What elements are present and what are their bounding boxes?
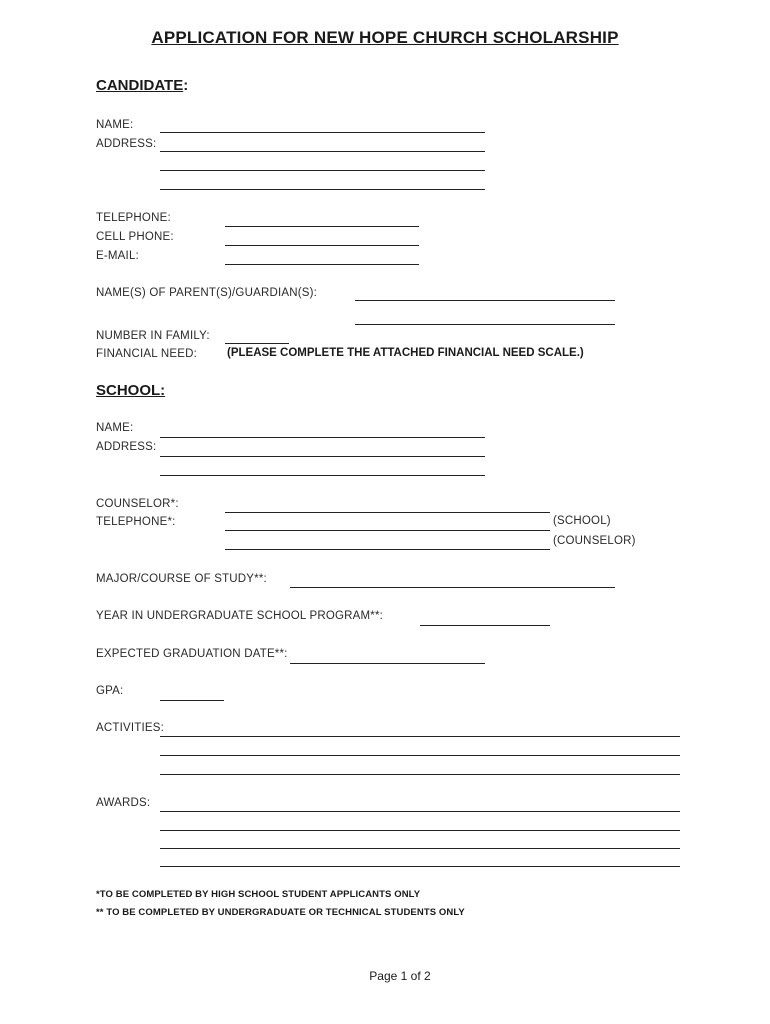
awards-field-1[interactable] [160, 811, 680, 812]
school-name-label: NAME: [96, 422, 134, 434]
counselor-field[interactable] [225, 512, 550, 513]
counselor-label: COUNSELOR*: [96, 498, 179, 510]
financial-need-note: (PLEASE COMPLETE THE ATTACHED FINANCIAL NEED SCALE.) [227, 347, 584, 359]
gpa-label: GPA: [96, 685, 124, 697]
school-phone-suffix: (SCHOOL) [553, 515, 611, 527]
gpa-field[interactable] [160, 700, 224, 701]
graduation-label: EXPECTED GRADUATION DATE**: [96, 648, 288, 660]
email-field[interactable] [225, 264, 419, 265]
school-address-field-2[interactable] [160, 475, 485, 476]
telephone-field[interactable] [225, 226, 419, 227]
page-number: Page 1 of 2 [369, 969, 431, 983]
cell-phone-label: CELL PHONE: [96, 231, 174, 243]
activities-field-2[interactable] [160, 755, 680, 756]
graduation-field[interactable] [290, 663, 485, 664]
candidate-address-field-1[interactable] [160, 151, 485, 152]
candidate-name-field[interactable] [160, 132, 485, 133]
counselor-phone-suffix: (COUNSELOR) [553, 535, 636, 547]
family-size-field[interactable] [225, 343, 289, 344]
candidate-heading-colon: : [183, 77, 189, 94]
awards-field-2[interactable] [160, 830, 680, 831]
year-field[interactable] [420, 625, 550, 626]
email-label: E-MAIL: [96, 250, 139, 262]
school-address-field-1[interactable] [160, 456, 485, 457]
financial-need-label: FINANCIAL NEED: [96, 348, 197, 360]
parents-field-1[interactable] [355, 300, 615, 301]
parents-label: NAME(S) OF PARENT(S)/GUARDIAN(S): [96, 287, 318, 299]
family-size-label: NUMBER IN FAMILY: [96, 330, 210, 342]
candidate-heading [96, 77, 188, 94]
awards-field-3[interactable] [160, 848, 680, 849]
candidate-address-label: ADDRESS: [96, 138, 157, 150]
school-telephone-field[interactable] [225, 530, 550, 531]
page-title: APPLICATION FOR NEW HOPE CHURCH SCHOLARSHIP [151, 28, 619, 47]
school-name-field[interactable] [160, 437, 485, 438]
candidate-heading-text: CANDIDATE [96, 77, 184, 94]
school-telephone-label: TELEPHONE*: [96, 516, 176, 528]
parents-field-2[interactable] [355, 324, 615, 325]
counselor-telephone-field[interactable] [225, 549, 550, 550]
cell-phone-field[interactable] [225, 245, 419, 246]
major-field[interactable] [290, 587, 615, 588]
footnote-high-school: *TO BE COMPLETED BY HIGH SCHOOL STUDENT APPLICANTS ONLY [96, 889, 421, 900]
major-label: MAJOR/COURSE OF STUDY**: [96, 573, 267, 585]
awards-field-4[interactable] [160, 866, 680, 867]
school-heading-text: SCHOOL: [96, 382, 166, 399]
school-heading [96, 382, 165, 399]
activities-label: ACTIVITIES: [96, 722, 165, 734]
candidate-name-label: NAME: [96, 119, 134, 131]
awards-label: AWARDS: [96, 797, 151, 809]
year-label: YEAR IN UNDERGRADUATE SCHOOL PROGRAM**: [96, 610, 384, 622]
footnote-undergraduate: ** TO BE COMPLETED BY UNDERGRADUATE OR TECHNICAL STUDENTS ONLY [96, 907, 465, 918]
activities-field-3[interactable] [160, 774, 680, 775]
candidate-address-field-2[interactable] [160, 170, 485, 171]
school-address-label: ADDRESS: [96, 441, 157, 453]
activities-field-1[interactable] [160, 736, 680, 737]
candidate-address-field-3[interactable] [160, 189, 485, 190]
telephone-label: TELEPHONE: [96, 212, 171, 224]
